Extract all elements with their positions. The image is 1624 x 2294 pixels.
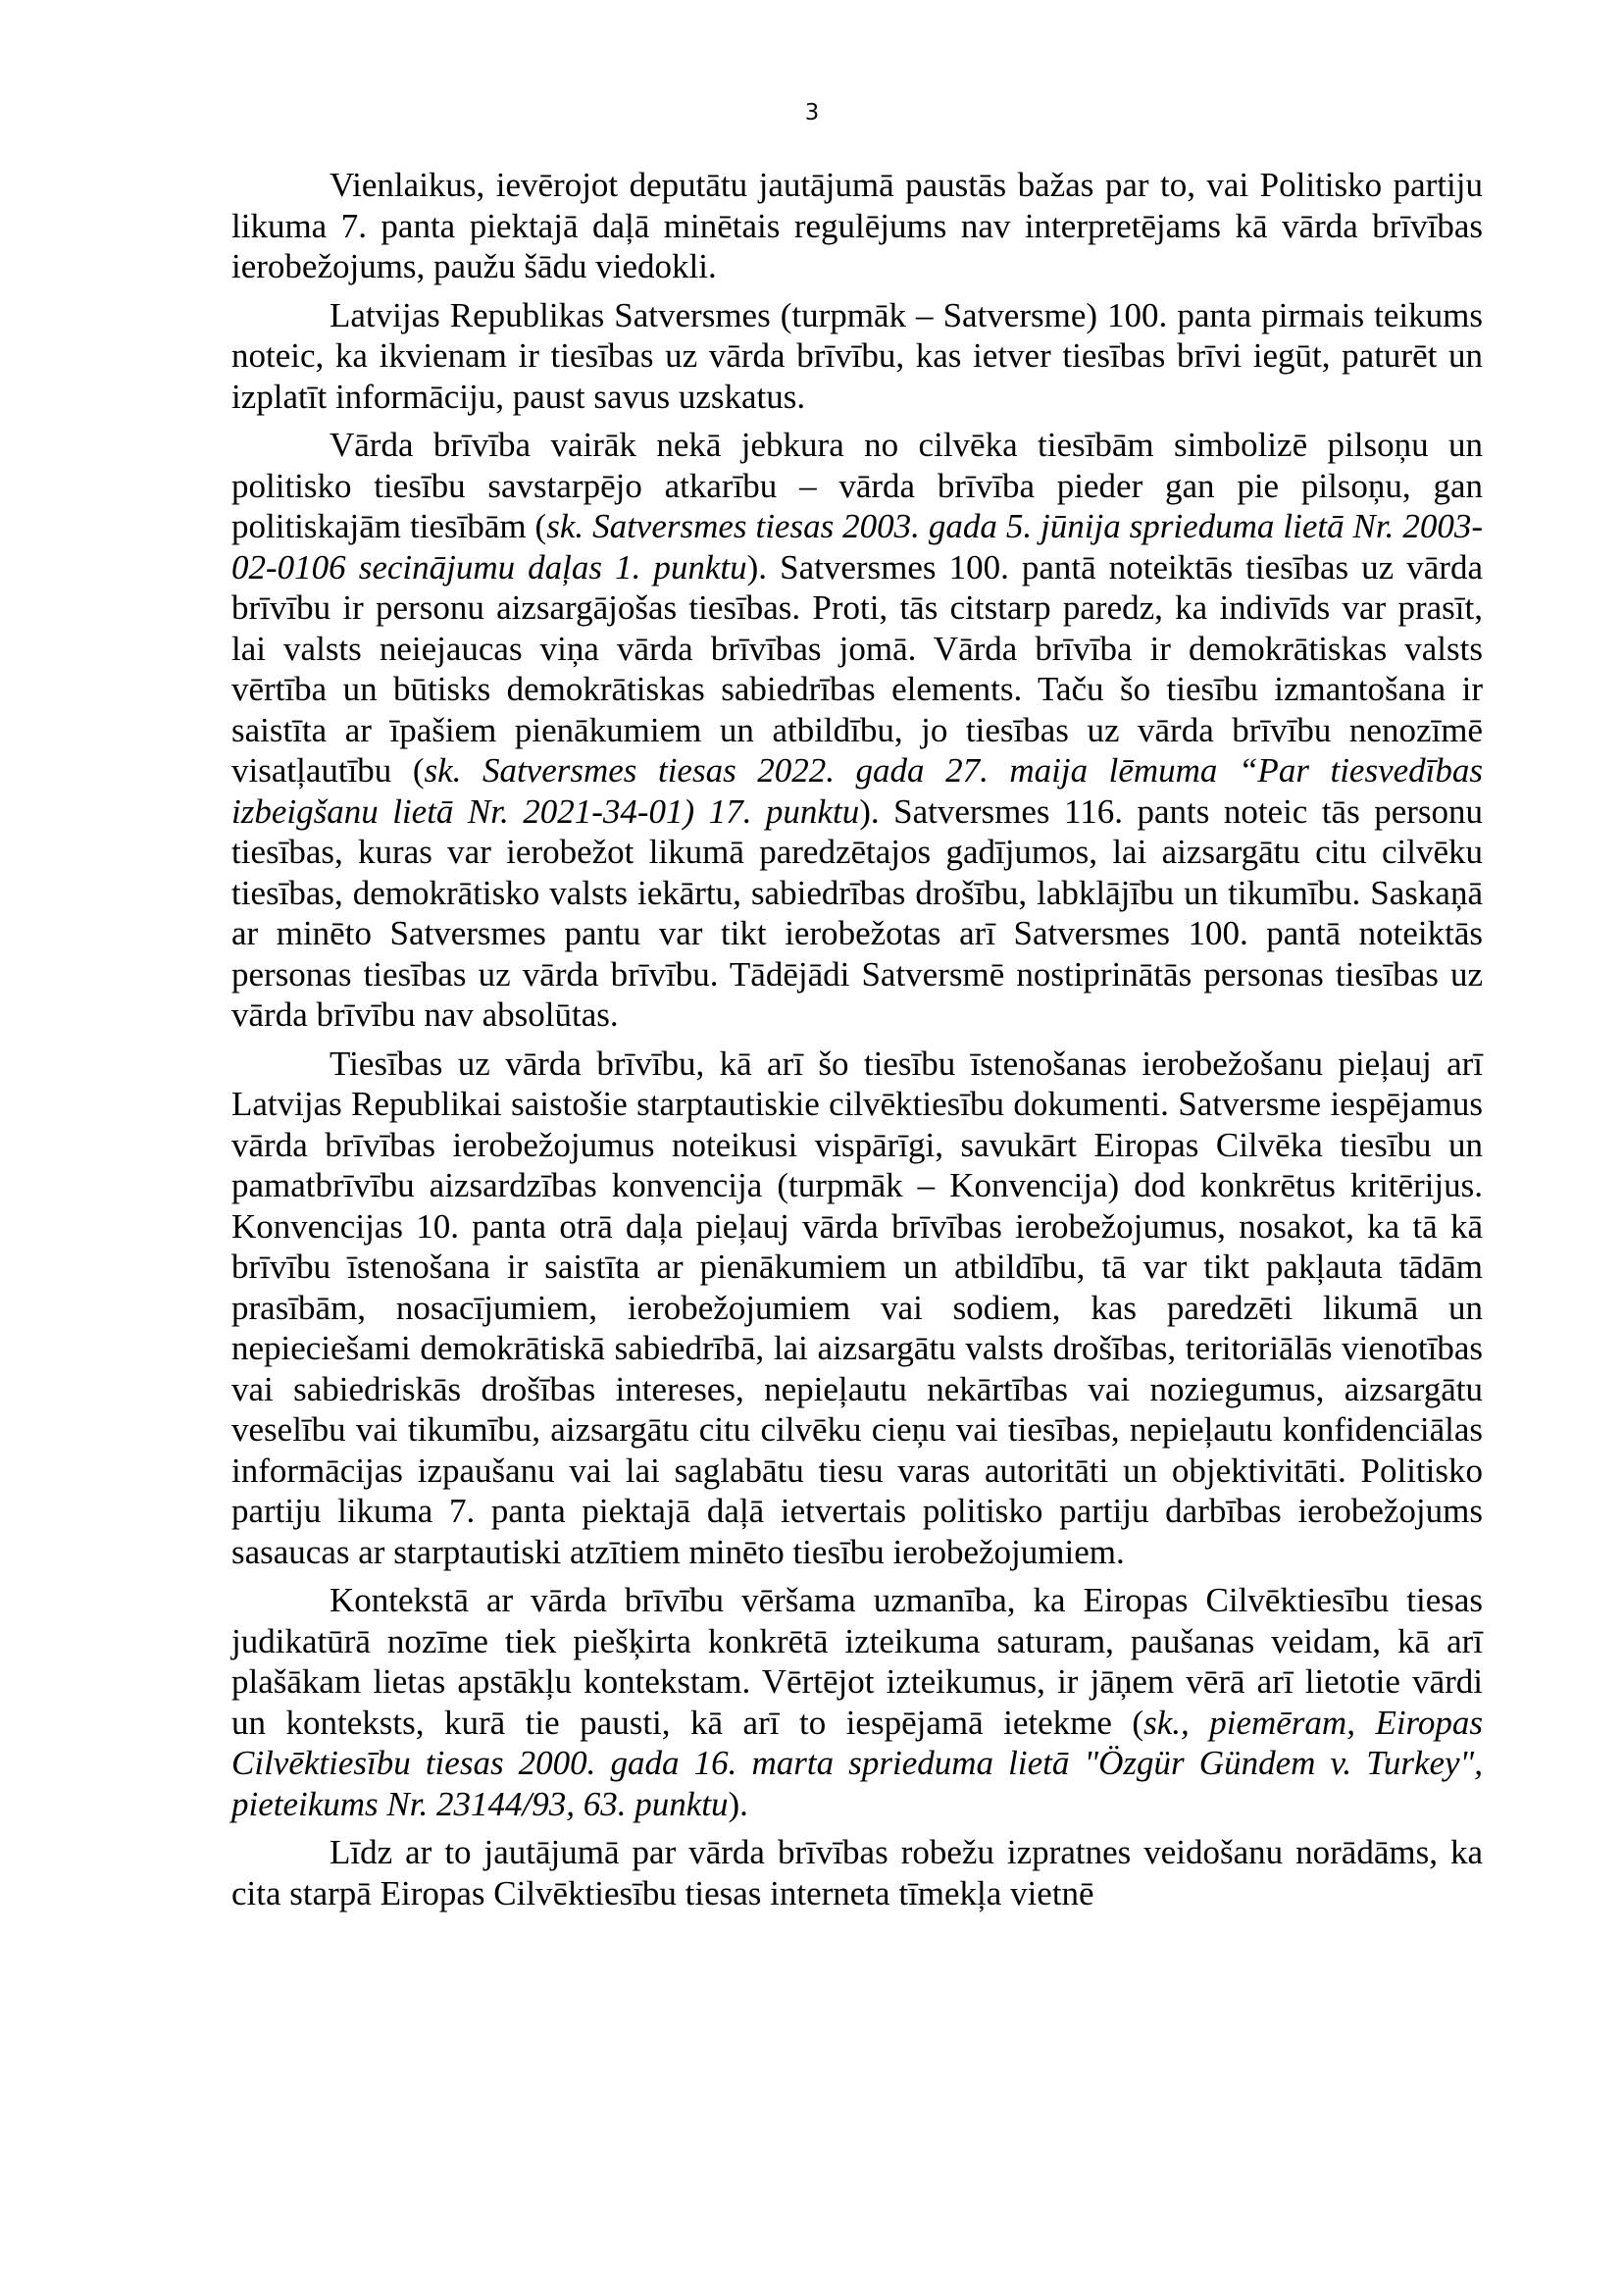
paragraph-text: ). Satversmes 100. pantā noteiktās tiesības uz vārda brīvību ir personu aizsargājošas tiesības. Proti, tās citstarp paredz, ka indivīds var prasīt, lai valsts neiejaucas viņa vārda brīvības jomā. Vārda brīvība ir demokrātiskas valsts vērtība un būtisks demokrātiskas sabiedrības elements. Taču šo tiesību izmantošana ir saistīta ar īpašiem pienākumiem un atbildību, jo tiesības uz vārda brīvību nenozīmē visatļautību ( (231, 547, 1483, 790)
paragraph (231, 1044, 1483, 1573)
paragraph-text: ). (728, 1784, 748, 1823)
paragraph (231, 165, 1483, 287)
paragraph (231, 1832, 1483, 1913)
paragraph (231, 425, 1483, 1036)
paragraph-text: Latvijas Republikas Satversmes (turpmāk – Satversme) 100. panta pirmais teikums noteic, ka ikvienam ir tiesības uz vārda brīvību, kas ietver tiesības brīvi iegūt, paturēt un izplatīt informāciju, paust savus uzskatus. (231, 295, 1483, 416)
citation-text: sk. Satversmes tiesas 2003. gada 5. jūnija sprieduma lietā Nr. 2003-02-0106 secinājumu daļas 1. punktu (231, 507, 1484, 586)
page-number: 3 (804, 100, 820, 126)
paragraph-text: Kontekstā ar vārda brīvību vēršama uzmanība, ka Eiropas Cilvēktiesību tiesas judikatūrā nozīme tiek piešķirta konkrētā izteikuma saturam, paušanas veidam, kā arī plašākam lietas apstākļu kontekstam. Vērtējot izteikumus, ir jāņem vērā arī lietotie vārdi un konteksts, kurā tie pausti, kā arī to iespējamā ietekme ( (231, 1581, 1483, 1742)
paragraph (231, 1580, 1483, 1824)
paragraph-text: ). Satversmes 116. pants noteic tās personu tiesības, kuras var ierobežot likumā paredzētajos gadījumos, lai aizsargātu citu cilvēku tiesības, demokrātisko valsts iekārtu, sabiedrības drošību, labklājību un tikumību. Saskaņā ar minēto Satversmes pantu var tikt ierobežotas arī Satversmes 100. pantā noteiktās personas tiesības uz vārda brīvību. Tādējādi Satversmē nostiprinātās personas tiesības uz vārda brīvību nav absolūtas. (231, 791, 1484, 1034)
citation-text: sk., piemēram, Eiropas Cilvēktiesību tiesas 2000. gada 16. marta sprieduma lietā "Özgür Gündem v. Turkey", pieteikums Nr. 23144/93, 63. punktu (231, 1703, 1484, 1823)
body-text (231, 165, 1483, 1913)
paragraph-text: Līdz ar to jautājumā par vārda brīvības robežu izpratnes veidošanu norādāms, ka cita starpā Eiropas Cilvēktiesību tiesas interneta tīmekļa vietnē (231, 1833, 1483, 1912)
citation-text: sk. Satversmes tiesas 2022. gada 27. maija lēmuma “Par tiesvedības izbeigšanu lietā Nr. 2021-34-01) 17. punktu (231, 751, 1483, 831)
paragraph-text: Vienlaikus, ievērojot deputātu jautājumā paustās bažas par to, vai Politisko partiju likuma 7. panta piektajā daļā minētais regulējums nav interpretējams kā vārda brīvības ierobežojums, paužu šādu viedokli. (231, 166, 1483, 285)
paragraph (231, 295, 1483, 418)
paragraph-text: Vārda brīvība vairāk nekā jebkura no cilvēka tiesībām simbolizē pilsoņu un politisko tiesību savstarpējo atkarību – vārda brīvība pieder gan pie pilsoņu, gan politiskajām tiesībām ( (231, 426, 1483, 545)
paragraph-text: Tiesības uz vārda brīvību, kā arī šo tiesību īstenošanas ierobežošanu pieļauj arī Latvijas Republikai saistošie starptautiskie cilvēktiesību dokumenti. Satversme iespējamus vārda brīvības ierobežojumus noteikusi vispārīgi, savukārt Eiropas Cilvēka tiesību un pamatbrīvību aizsardzības konvencija (turpmāk – Konvencija) dod konkrētus kritērijus. Konvencijas 10. panta otrā daļa pieļauj vārda brīvības ierobežojumus, nosakot, ka tā kā brīvību īstenošana ir saistīta ar pienākumiem un atbildību, tā var tikt pakļauta tādām prasībām, nosacījumiem, ierobežojumiem vai sodiem, kas paredzēti likumā un nepieciešami demokrātiskā sabiedrībā, lai aizsargātu valsts drošības, teritoriālās vienotības vai sabiedriskās drošības intereses, nepieļautu nekārtības vai noziegumus, aizsargātu veselību vai tikumību, aizsargātu citu cilvēku cieņu vai tiesības, nepieļautu konfidenciālas informācijas izpaušanu vai lai saglabātu tiesu varas autoritāti un objektivitāti. Politisko partiju likuma 7. panta piektajā daļā ietvertais politisko partiju darbības ierobežojums sasaucas ar starptautiski atzītiem minēto tiesību ierobežojumiem. (231, 1044, 1483, 1571)
